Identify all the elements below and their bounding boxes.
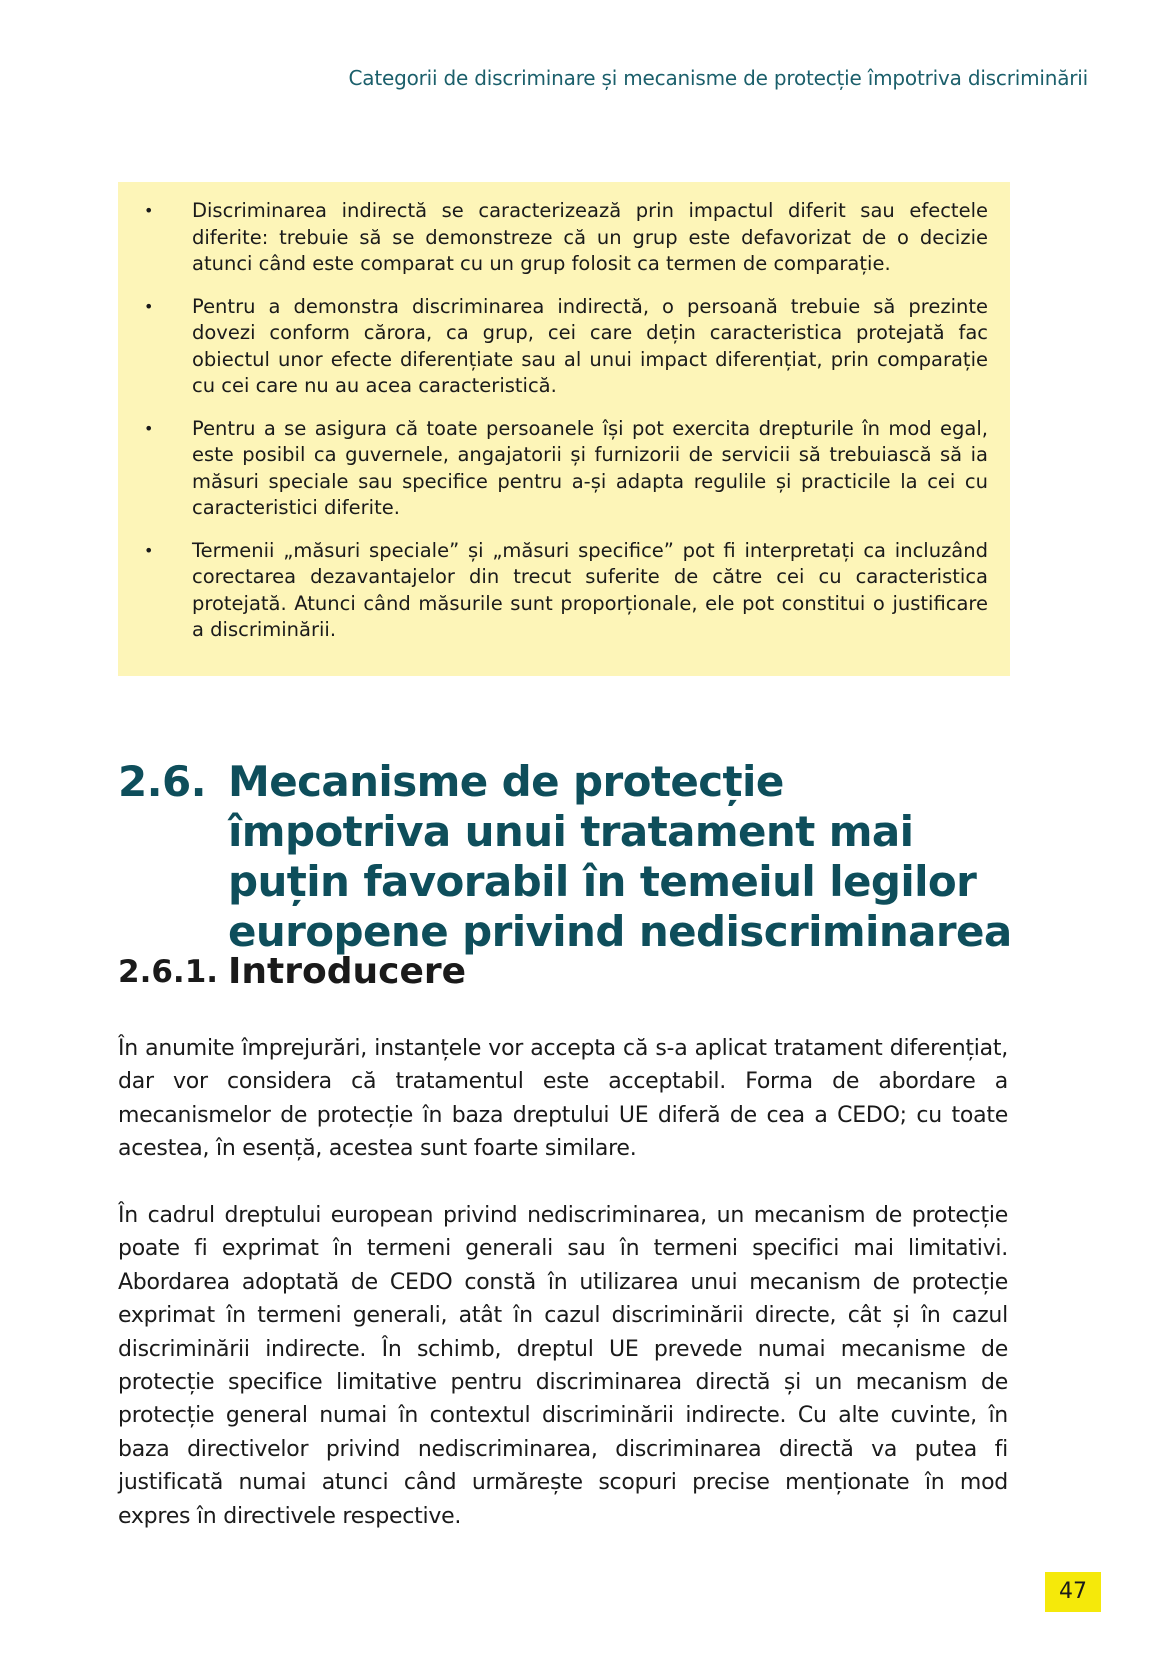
- bullet-icon: •: [144, 201, 154, 220]
- bullet-item: [118, 294, 1010, 400]
- bullet-item: [118, 538, 1010, 644]
- section-title: Mecanisme de protecție împotriva unui tratament mai puțin favorabil în temeiul legilor europene privind nediscriminarea: [228, 757, 1012, 956]
- running-header: Categorii de discriminare și mecanisme de protecție împotriva discriminării: [348, 66, 1088, 90]
- body-paragraph: În anumite împrejurări, instanțele vor accepta că s-a aplicat tratament diferențiat, dar vor considera că tratamentul este acceptabil. Forma de abordare a mecanismelor de protecție în baza dreptului UE diferă de cea a CEDO; cu toate acestea, în esență, acestea sunt foarte similare.: [118, 1036, 1008, 1162]
- bullet-text: Pentru a se asigura că toate persoanele își pot exercita drepturile în mod egal, este posibil ca guvernele, angajatorii și furnizorii de servicii să trebuiască să ia măsuri speciale sau specifice pentru a-și adapta regulile și practicile la cei cu caracteristici diferite.: [192, 416, 988, 519]
- subsection-title: Introducere: [228, 951, 467, 992]
- section-number: 2.6.: [118, 757, 206, 806]
- bullet-icon: •: [144, 418, 154, 438]
- body-paragraph: În cadrul dreptului european privind nediscriminarea, un mecanism de protecție poate fi exprimat în termeni generali sau în termeni specifici mai limitativi. Abordarea adoptată de CEDO constă în utilizarea unui mecanism de protecție exprimat în termeni generali, atât în cazul discriminării directe, cât și în cazul discriminării indirecte. În schimb, dreptul UE prevede numai mecanisme de protecție specifice limitative pentru discriminarea directă și un mecanism de protecție general numai în contextul discriminării indirecte. Cu alte cuvinte, în baza directivelor privind nediscriminarea, discriminarea directă va putea fi justificată numai atunci când urmărește scopuri precise menționate în mod expres în directivele respective.: [118, 1203, 1008, 1529]
- bullet-text: Discriminarea indirectă se caracterizează prin impactul diferit sau efectele diferite: trebuie să se demonstreze că un grup este defavorizat de o decizie atunci când este comparat cu un grup folosit ca termen de comparație.: [192, 199, 988, 275]
- bullet-icon: •: [144, 296, 154, 316]
- bullet-icon: •: [144, 540, 154, 560]
- subsection-number: 2.6.1.: [118, 954, 219, 990]
- bullet-text: Pentru a demonstra discriminarea indirectă, o persoană trebuie să prezinte dovezi conform cărora, ca grup, cei care dețin caracteristica protejată fac obiectul unor efecte diferențiate sau al unui impact diferențiat, prin comparație cu cei care nu au acea caracteristică.: [192, 294, 988, 397]
- bullet-item: [118, 416, 1010, 522]
- summary-box: [118, 182, 1010, 676]
- page-number: 47: [1045, 1572, 1101, 1612]
- bullet-item: [118, 198, 1010, 278]
- bullet-text: Termenii „măsuri speciale” și „măsuri specifice” pot fi interpretați ca incluzând corectarea dezavantajelor din trecut suferite de către cei cu caracteristica protejată. Atunci când măsurile sunt proporționale, ele pot constitui o justificare a discriminării.: [192, 538, 988, 641]
